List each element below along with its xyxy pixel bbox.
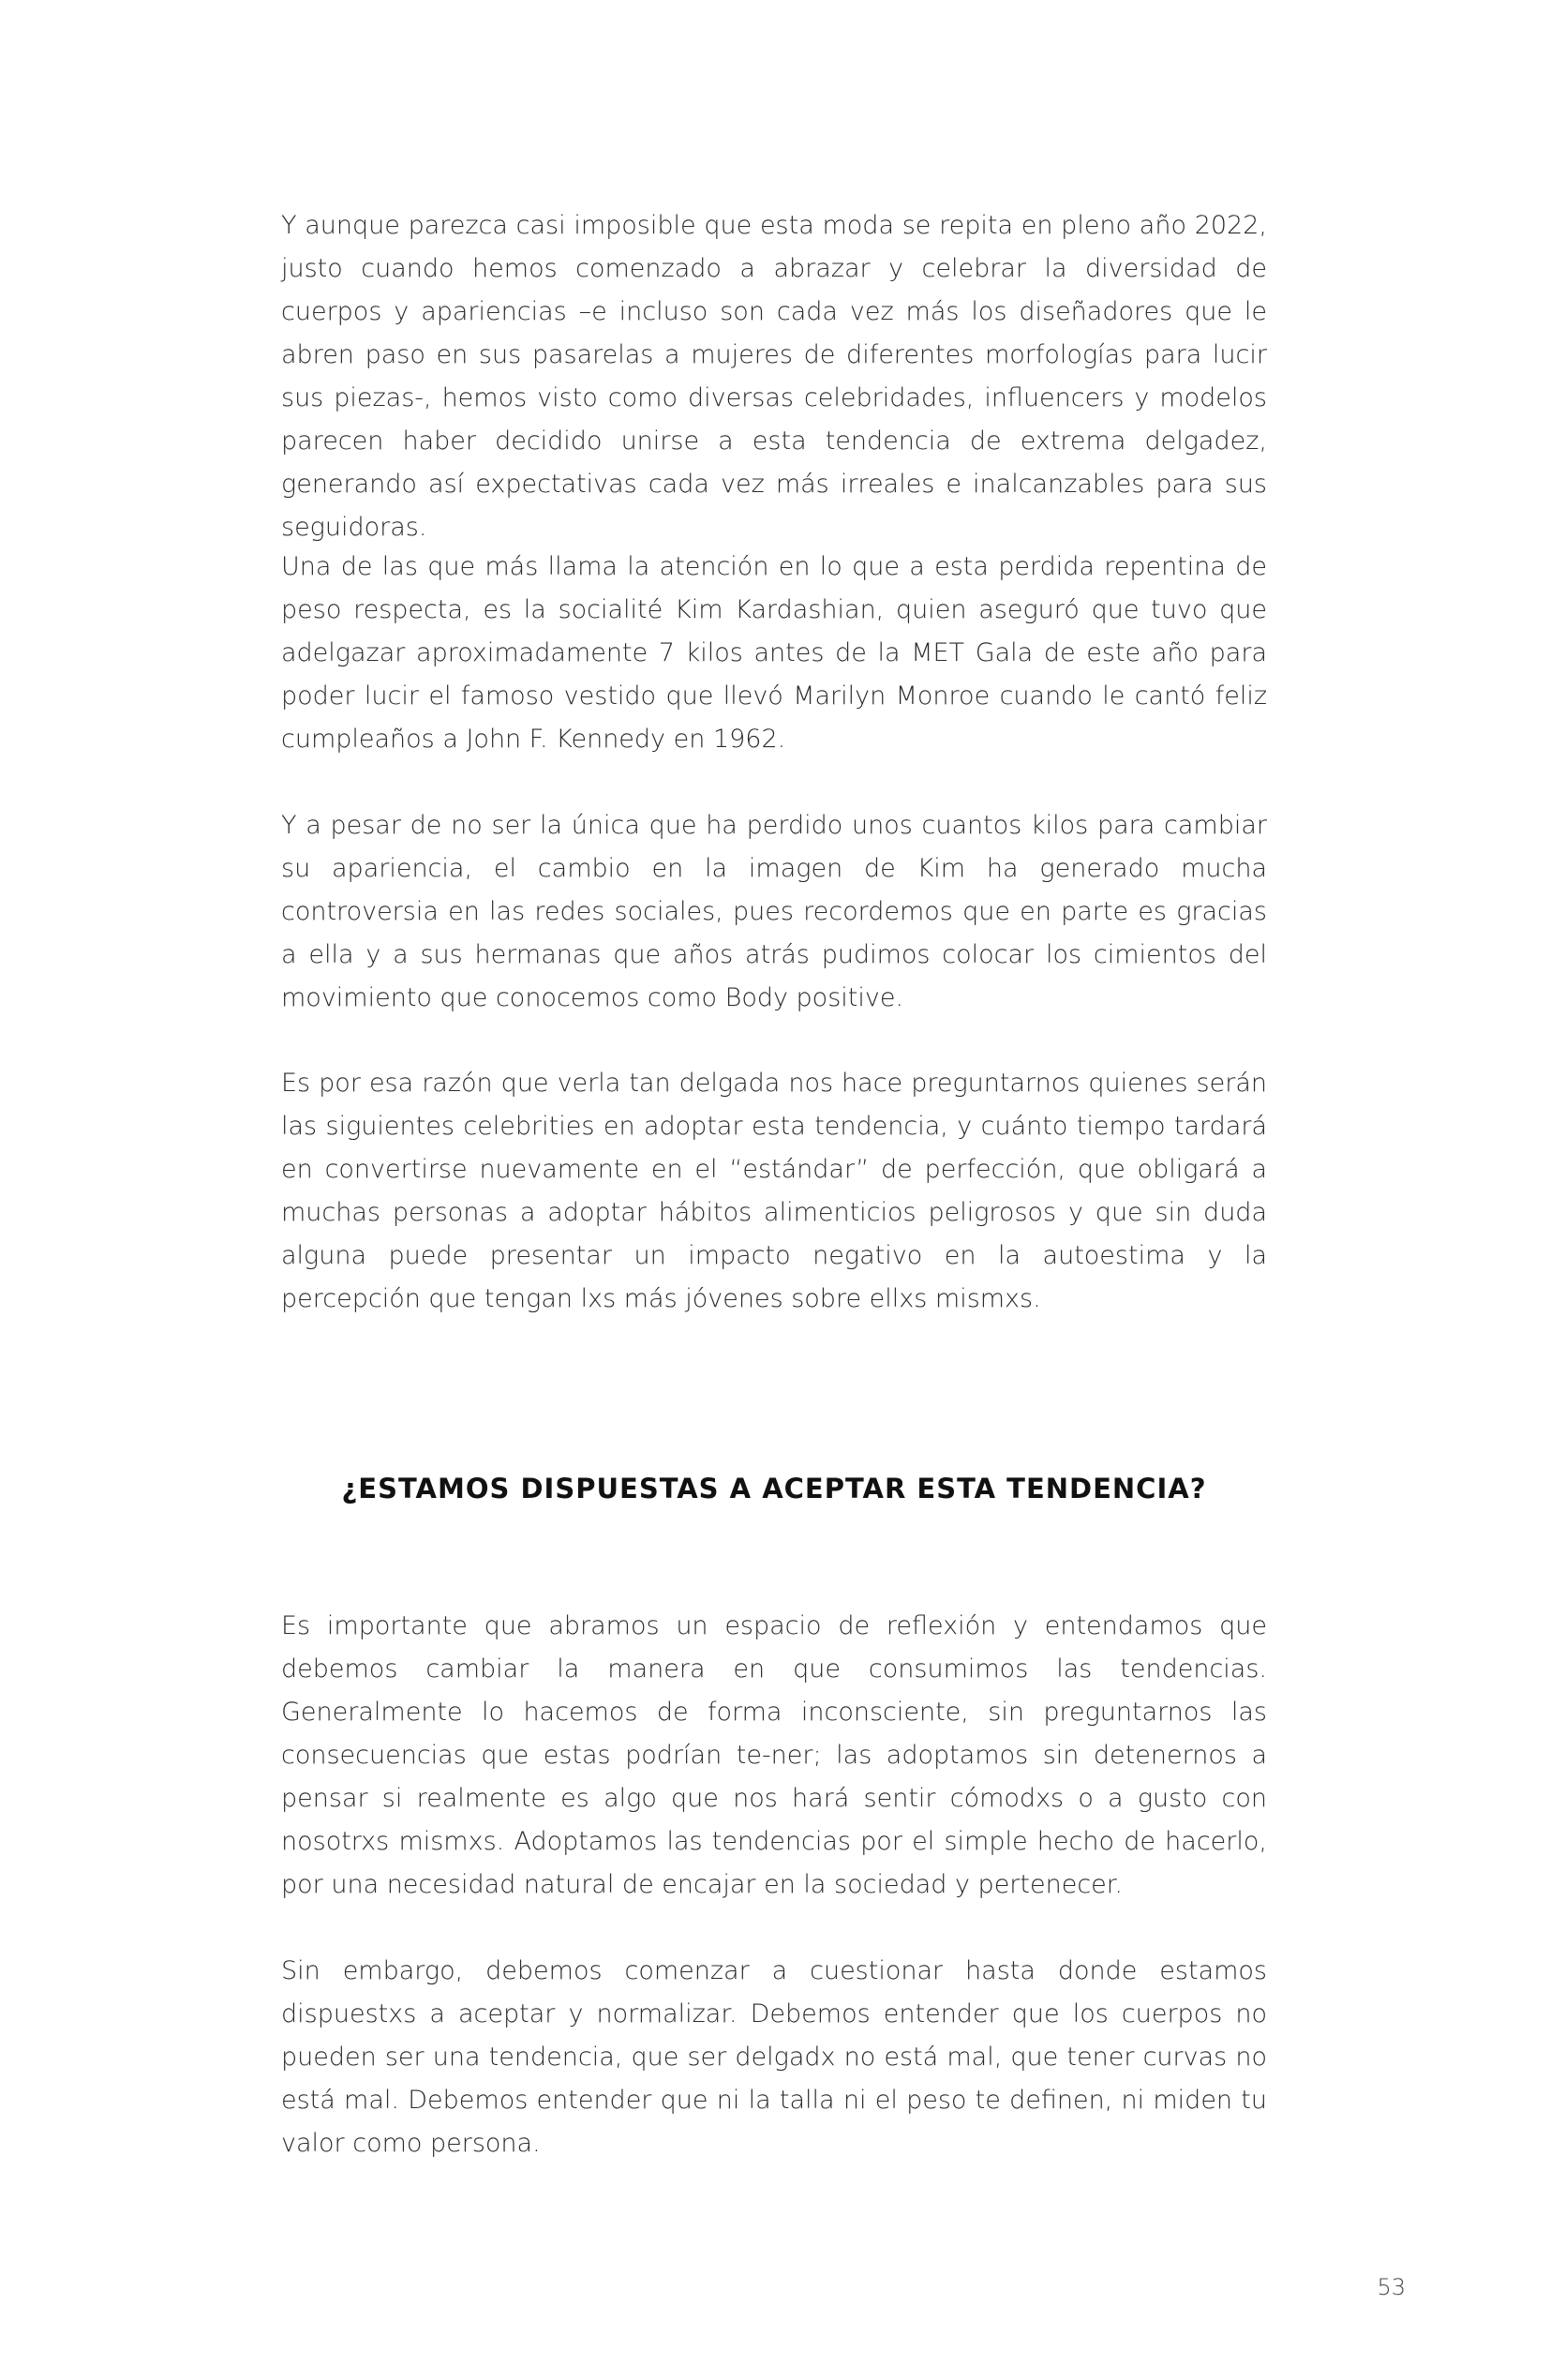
paragraph-2: Una de las que más llama la atención en lo que a esta perdida repentina de peso respecta, es la socialité Kim Kardashian, quien aseguró que tuvo que adelgazar aproximadamente 7 kilos antes de la MET Gala de este año para poder lucir el famoso vestido que llevó Marilyn Monroe cuando le cantó feliz cumpleaños a John F. Kennedy en 1962. <box>281 552 1267 754</box>
paragraph-4: Es por esa razón que verla tan delgada nos hace preguntarnos quienes serán las siguientes celebrities en adoptar esta tendencia, y cuánto tiempo tardará en convertirse nuevamente en el “estándar” de perfección, que obligará a muchas personas a adoptar hábitos alimenticios peligrosos y que sin duda alguna puede presentar un impacto negativo en la autoestima y la percepción que tengan lxs más jóvenes sobre ellxs mismxs. <box>281 1069 1267 1313</box>
section-heading: ¿ESTAMOS DISPUESTAS A ACEPTAR ESTA TENDENCIA? <box>341 1473 1207 1504</box>
paragraph-3: Y a pesar de no ser la única que ha perdido unos cuantos kilos para cambiar su apariencia, el cambio en la imagen de Kim ha generado mucha controversia en las redes sociales, pues recordemos que en parte es gracias a ella y a sus hermanas que años atrás pudimos colocar los cimientos del movimiento que conocemos como Body positive. <box>281 811 1267 1012</box>
paragraph-6: Sin embargo, debemos comenzar a cuestionar hasta donde estamos dispuestxs a aceptar y normalizar. Debemos entender que los cuerpos no pueden ser una tendencia, que ser delgadx no está mal, que tener curvas no está mal. Debemos entender que ni la talla ni el peso te definen, ni miden tu valor como persona. <box>281 1956 1267 2158</box>
page-number: 53 <box>1377 2274 1406 2300</box>
paragraph-5: Es importante que abramos un espacio de reflexión y entendamos que debemos cambiar la manera en que consumimos las tendencias. Generalmente lo hacemos de forma inconsciente, sin preguntarnos las consecuencias que estas podrían te-ner; las adoptamos sin detenernos a pensar si realmente es algo que nos hará sentir cómodxs o a gusto con nosotrxs mismxs. Adoptamos las tendencias por el simple hecho de hacerlo, por una necesidad natural de encajar en la sociedad y pertenecer. <box>281 1611 1267 1899</box>
paragraph-1: Y aunque parezca casi imposible que esta moda se repita en pleno año 2022, justo cuando hemos comenzado a abrazar y celebrar la diversidad de cuerpos y apariencias –e incluso son cada vez más los diseñadores que le abren paso en sus pasarelas a mujeres de diferentes morfologías para lucir sus piezas-, hemos visto como diversas celebridades, influencers y modelos parecen haber decidido unirse a esta tendencia de extrema delgadez, generando así expectativas cada vez más irreales e inalcanzables para sus seguidoras. <box>281 211 1267 542</box>
